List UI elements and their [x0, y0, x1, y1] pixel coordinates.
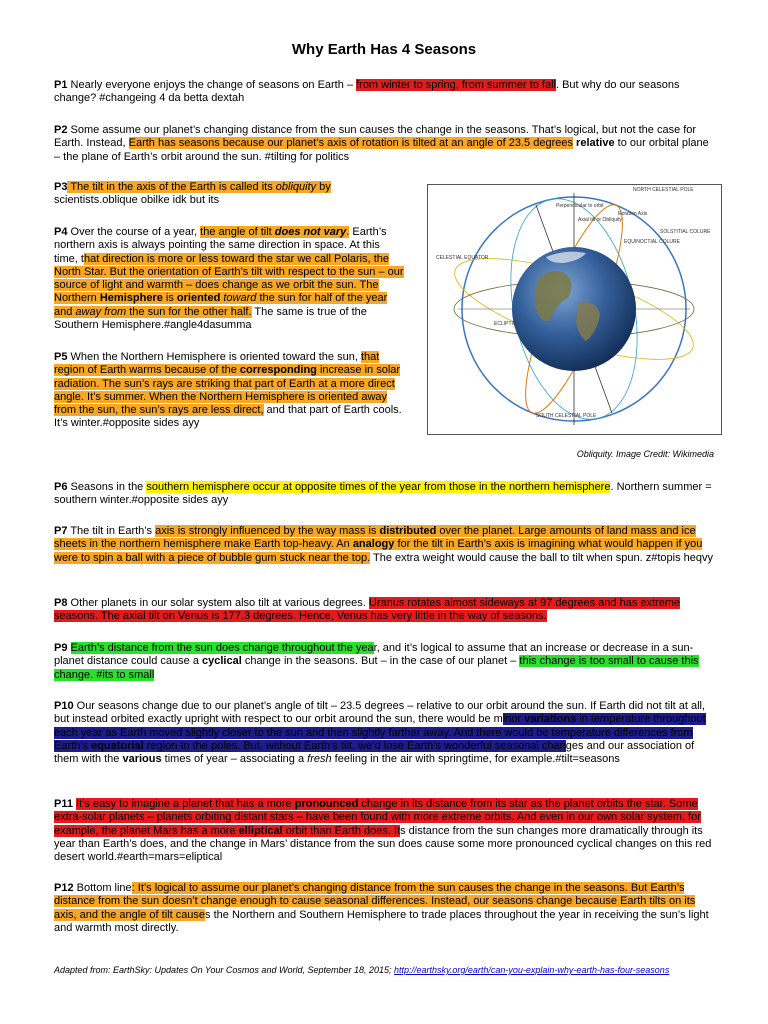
label-perpendicular: Perpendicular to orbit [556, 203, 604, 209]
highlight-red: from winter to spring, from summer to fall [356, 79, 556, 91]
page-title: Why Earth Has 4 Seasons [291, 41, 477, 58]
paragraph-label: P10 [54, 700, 74, 712]
highlight-orange: Earth has seasons because our planet’s axis of rotation is tilted at an angle of 23.5 degrees [128, 137, 573, 150]
label-ecliptic: ECLIPTIC [494, 321, 517, 327]
text: . [346, 226, 350, 238]
paragraph-p10 [54, 700, 714, 766]
paragraph-label: P11 [54, 798, 73, 810]
highlight-orange [67, 181, 330, 193]
text: ges and our association of them with the [54, 739, 695, 766]
bold-term: oriented [176, 292, 221, 305]
highlight-green: this change is too small to cause this change. #its to small [54, 655, 699, 681]
label-south-celestial-pole: SOUTH CELESTIAL POLE [536, 413, 597, 419]
text: The same is true of the Southern Hemisphere.#angle4dasumma [54, 305, 367, 332]
bold-italic-term: does not vary [274, 226, 347, 238]
text: axis is strongly influenced by the way mass is [155, 525, 380, 537]
label-north-celestial-pole: NORTH CELESTIAL POLE [633, 187, 694, 193]
text: . Northern summer = southern winter.#opposite sides ayy [54, 481, 712, 507]
italic-term: away from [75, 305, 127, 318]
paragraph-label: P2 [54, 124, 68, 136]
bold-term: pronounced [294, 798, 359, 810]
text: Seasons in the [67, 481, 147, 493]
label-equinoctial-colure: EQUINOCTIAL COLURE [624, 239, 680, 245]
text: Other planets in our solar system also tilt at various degrees. [67, 597, 369, 609]
text: hat direction is more or less toward the star we call Polaris, the North Star. But the orientation of Earth’s tilt with respect to the sun – our source of light and warmth – does change as we orbit the sun. The Northern [54, 252, 404, 305]
bold-term: cyclical [202, 655, 242, 668]
text: times of year – associating a [161, 753, 308, 766]
source-link[interactable]: http://earthsky.org/earth/can-you-explain-why-earth-has-four-seasons [394, 965, 670, 975]
text: change in its distance from its star as the planet orbits the star. Some extra-solar planets – planets orbiting distant stars – have been found with more extreme orbits. And even in our own solar system, for example, the planet Mars has a more [54, 798, 701, 837]
obliquity-diagram [428, 185, 721, 434]
paragraph-label: P12 [54, 882, 74, 894]
text: The tilt in the axis of the Earth is called its [67, 181, 276, 193]
italic-term: obliquity [275, 181, 317, 193]
paragraph-p11 [54, 798, 714, 864]
text: for the tilt in Earth’s axis is imagining what would happen if you were to spin a ball with a piece of bubble gum stuck near the top. [54, 538, 703, 564]
paragraph-p3 [54, 181, 404, 208]
label-axial-tilt: Axial tilt or Obliquity [578, 217, 622, 223]
text: increase in solar radiation. The sun’s rays are striking that part of Earth at a more direct angle. It’s summer. When the Northern Hemisphere is oriented away from the sun, the sun’s rays are less direct, [54, 364, 401, 417]
text: feeling in the air with springtime, for example.#tilt=seasons [331, 753, 620, 766]
text: in temperature throughout each year as Earth moved slightly closer to the sun and then slightly farther away. And there would be temperature differences from Earth’s [54, 713, 706, 752]
earth-globe [512, 247, 636, 371]
text: Our seasons change due to our planet’s angle of tilt – 23.5 degrees – relative to our orbit around the sun. If Earth did not tilt at all, but instead orbited exactly upright with respect to our orbit around the sun, there would be m [54, 700, 706, 726]
paragraph-p5 [54, 351, 404, 431]
text: Nearly everyone enjoys the change of seasons on Earth – [67, 79, 357, 91]
label-rotation-axis: Rotation Axis [618, 211, 648, 217]
text: s the Northern and Southern Hemisphere to trade places throughout the year in receiving the sun’s light and warmth most directly. [54, 908, 709, 934]
paragraph-p7 [54, 525, 714, 565]
text: over the planet. Large amounts of land mass and ice sheets in the northern hemisphere make Earth top-heavy. An [54, 525, 696, 551]
bold-term: various [122, 753, 162, 766]
text: region to the poles. But, without Earth’s tilt, we’d lose Earth’s wonderful seasonal chan [143, 739, 566, 752]
text: the angle of tilt [200, 226, 275, 238]
bold-term: equatorial [91, 739, 144, 752]
paragraph-label: P9 [54, 642, 68, 654]
paragraph-p9 [54, 642, 714, 682]
bold-term: distributed [379, 525, 437, 537]
paragraph-p8 [54, 597, 714, 624]
bold-term: variations [524, 713, 577, 726]
paragraph-label: P5 [54, 351, 68, 363]
text: Earth’s northern axis is always pointing the same direction in space. At this time, t [54, 226, 387, 265]
label-celestial-equator: CELESTIAL EQUATOR [436, 255, 489, 261]
source-text: Adapted from: EarthSky: Updates On Your Cosmos and World, September 18, 2015; [54, 965, 395, 975]
paragraph-label: P3 [54, 181, 68, 193]
highlight-red: Uranus rotates almost sideways at 97 degrees and has extreme seasons. The axial tilt on Venus is 177.3 degrees. Hence, Venus has very little in the way of seasons. [54, 597, 681, 623]
text: When the Northern Hemisphere is oriented toward the sun, [67, 351, 361, 363]
text: inor [502, 713, 525, 726]
paragraph-p4 [54, 226, 404, 332]
paragraph-p1 [54, 79, 714, 106]
text: change in the seasons. But – in the case of our planet – [241, 655, 520, 668]
bold-term: Hemisphere [99, 292, 163, 305]
highlight-green: Earth’s distance from the sun does change throughout the yea [70, 642, 374, 654]
text: It’s easy to imagine a planet that has a more [76, 798, 295, 810]
text: r, and it’s logical to assume that an increase or decrease in a sun-planet distance could cause a [54, 642, 694, 668]
obliquity-figure [427, 184, 722, 435]
paragraph-p6 [54, 481, 714, 508]
text: Some assume our planet’s changing distance from the sun causes the change in the seasons. That’s logical, but not the case for Earth. Instead, [54, 124, 697, 150]
text: Bottom line [73, 882, 132, 894]
text: the sun for the other half. [126, 305, 252, 318]
paragraph-label: P6 [54, 481, 68, 493]
paragraph-p12 [54, 882, 714, 935]
paragraph-label: P8 [54, 597, 68, 609]
paragraph-p2 [54, 124, 714, 164]
highlight-orange [200, 226, 349, 238]
text: scientists.oblique obilke idk but its [54, 194, 220, 207]
paragraph-label: P4 [54, 226, 68, 238]
bold-term: corresponding [239, 364, 317, 377]
highlight-yellow: southern hemisphere occur at opposite times of the year from those in the northern hemisphere [146, 481, 611, 493]
text: orbit than Earth does. It [282, 824, 401, 837]
text: . But why do our seasons change? #changeing 4 da betta dextah [54, 79, 680, 105]
paragraph-label: P1 [54, 79, 68, 91]
text: is [162, 292, 177, 305]
text: to our orbital plane – the plane of Earth’s orbit around the sun. #tilting for politics [54, 137, 709, 163]
text: Over the course of a year, [67, 226, 201, 238]
highlight-orange: : It’s logical to assume our planet’s changing distance from the sun causes the change in the seasons. But Earth’s distance from the sun doesn’t change enough to cause seasonal differences. Instead, our seasons change because Earth tilts on its axis, and the angle of tilt cause [54, 882, 696, 921]
text: s distance from the sun changes more dramatically through its year than Earth’s does, and the change in Mars’ distance from the sun does cause some more pronounced cyclical changes on this red desert world.#earth=mars=eliptical [54, 824, 712, 864]
text: and that part of Earth cools. It’s winter.#opposite sides ayy [54, 404, 402, 430]
text: The extra weight would cause the ball to tilt when spun. z#topis heqvy [370, 551, 713, 564]
bold-term: relative [576, 137, 615, 150]
italic-term: fresh [307, 753, 332, 766]
text: The tilt in Earth’s [67, 525, 156, 537]
bold-term: analogy [352, 538, 395, 551]
text: by [316, 181, 331, 193]
label-solstitial-colure: SOLSTITIAL COLURE [660, 229, 711, 235]
bold-term: elliptical [238, 824, 283, 837]
italic-term: toward [223, 292, 257, 305]
figure-caption: Obliquity. Image Credit: Wikimedia [576, 449, 714, 459]
paragraph-label: P7 [54, 525, 68, 537]
text: the sun for half of the year and [54, 292, 388, 318]
source-footer [54, 965, 714, 975]
text: that region of Earth warms because of the [54, 351, 380, 377]
